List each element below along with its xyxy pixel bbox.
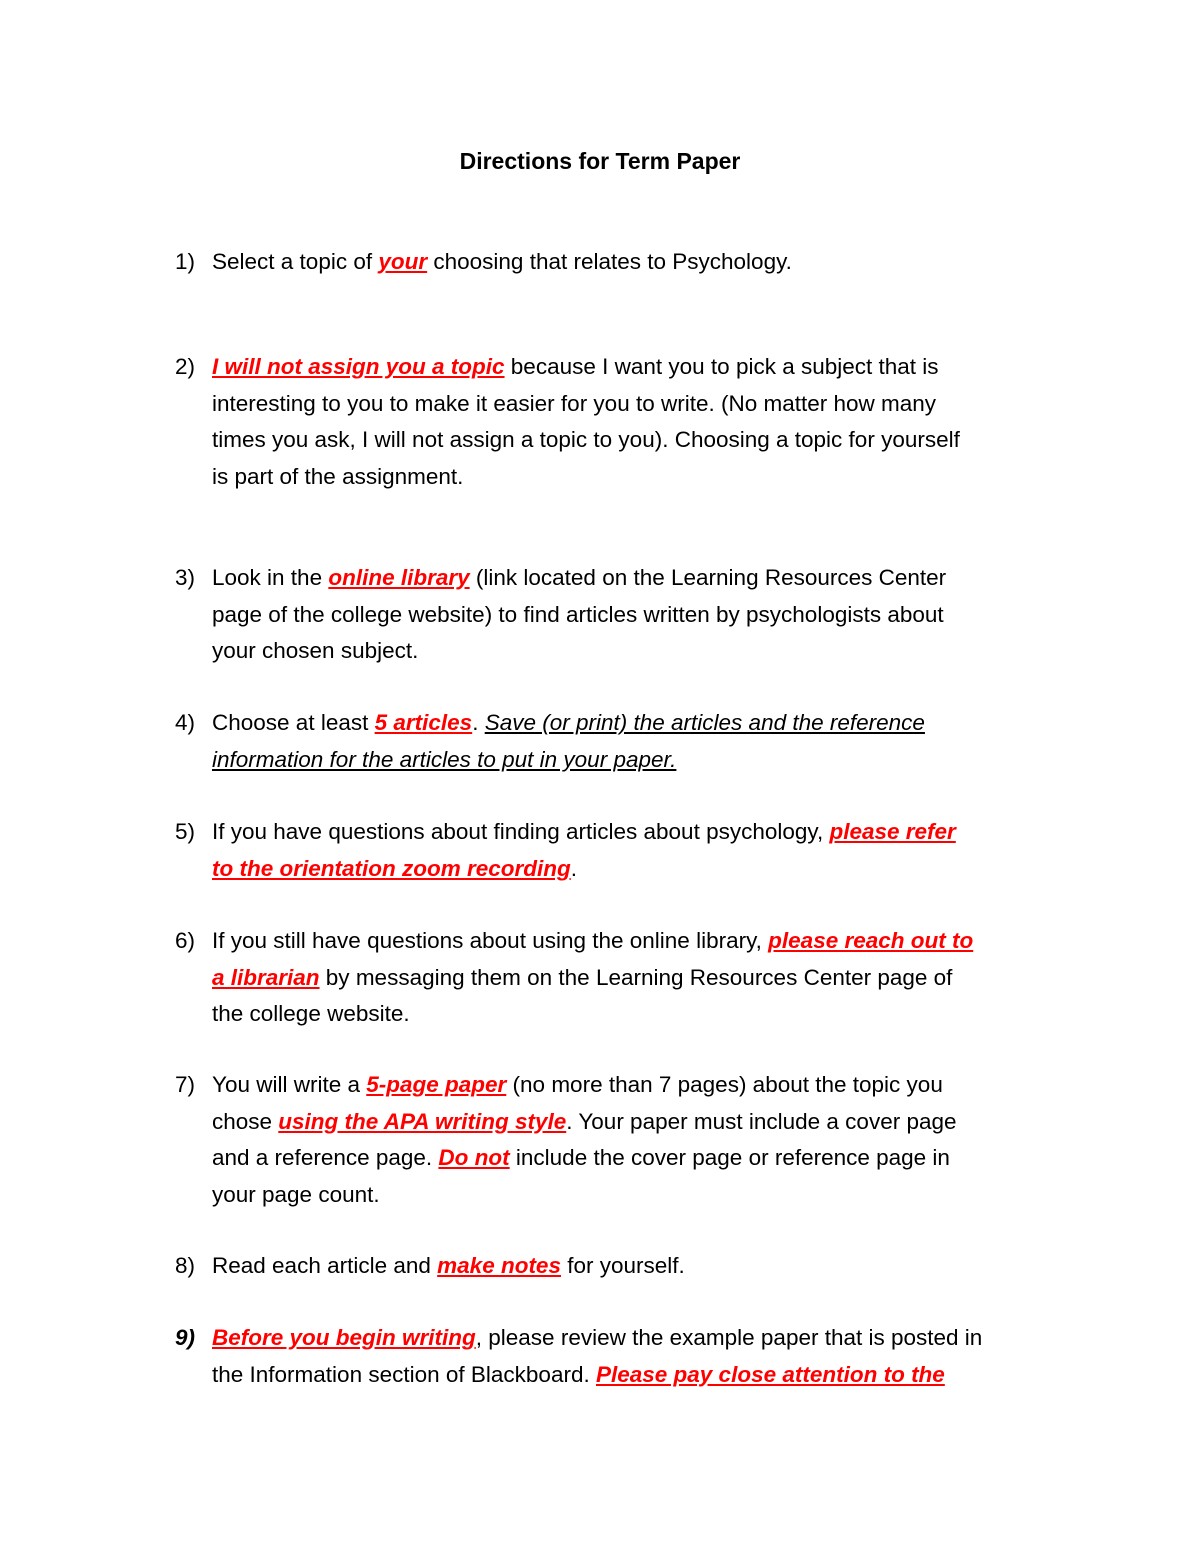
text-line [212,1248,1072,1285]
item-number: 6) [175,928,196,953]
text-line [212,814,1072,851]
emphasis-text: using the APA writing style [278,1108,567,1134]
page-title: Directions for Term Paper [459,148,741,174]
text-segment: your page count. [212,1181,380,1207]
item-text [212,1320,1072,1393]
item-text [212,814,1072,887]
text-segment: the college website. [212,1001,410,1026]
item-number: 2) [175,354,196,379]
underlined-text: Save (or print) the articles and the reference [484,710,925,735]
text-segment: because I want you to pick a subject that is [504,354,939,379]
item-text [212,1248,1072,1285]
text-segment: Choose at least [212,710,375,735]
item-text [212,244,1072,281]
emphasis-text: please refer [829,819,956,844]
emphasis-text: Before you begin writing [212,1325,476,1350]
text-segment: times you ask, I will not assign a topic to you). Choosing a topic for yourself [212,427,960,452]
emphasis-text: your [378,249,428,274]
text-line [212,597,1072,634]
text-segment: chose [212,1108,279,1134]
text-line [212,1320,1072,1357]
item-text [212,1067,1072,1213]
text-line [212,1357,1072,1394]
text-segment: and a reference page. [212,1145,439,1170]
text-line [212,851,1072,888]
text-segment: for yourself. [560,1253,685,1278]
text-line [212,422,1072,459]
text-line [212,1104,1072,1141]
text-segment: is part of the assignment. [212,463,464,489]
text-segment: your chosen subject. [212,638,419,663]
text-line [212,996,1072,1033]
text-segment: . [570,855,578,881]
item-text [212,705,1072,778]
item-text [212,923,1072,1033]
emphasis-text: please reach out to [768,928,974,953]
item-text [212,349,1072,495]
text-line [212,244,1072,281]
text-segment: page of the college website) to find articles written by psychologists about [212,601,944,627]
emphasis-text: 5 articles [374,710,473,735]
emphasis-text: online library [328,565,470,590]
emphasis-text: Do not [438,1145,510,1170]
text-segment: If you still have questions about using the online library, [212,928,769,953]
text-segment: by messaging them on the Learning Resources Center page of [319,964,953,990]
text-line [212,633,1072,670]
item-text [212,560,1072,670]
text-segment: Look in the [212,565,329,590]
text-line [212,349,1072,386]
emphasis-text: 5-page paper [366,1072,507,1097]
text-segment: Select a topic of [212,249,379,274]
text-line [212,705,1072,742]
emphasis-text: Please pay close attention to the [595,1361,945,1387]
emphasis-text: a librarian [212,964,320,990]
item-number: 3) [175,565,196,590]
text-segment: If you have questions about finding articles about psychology, [212,819,830,844]
item-number: 7) [175,1072,196,1097]
text-segment: the Information section of Blackboard. [212,1361,596,1387]
text-segment: Read each article and [212,1253,438,1278]
underlined-text: information for the articles to put in your paper. [212,746,677,772]
emphasis-text: make notes [437,1253,561,1278]
text-segment: include the cover page or reference page in [509,1145,950,1170]
item-number: 1) [175,249,196,274]
item-number: 4) [175,710,196,735]
text-segment: , please review the example paper that is posted in [475,1325,983,1350]
text-segment: (link located on the Learning Resources Center [469,565,947,590]
text-segment: . [472,710,485,735]
text-line [212,960,1072,997]
text-line [212,1140,1072,1177]
emphasis-text: I will not assign you a topic [212,354,505,379]
text-line [212,560,1072,597]
text-segment: choosing that relates to Psychology. [427,249,792,274]
text-line [212,386,1072,423]
text-line [212,1177,1072,1214]
text-line [212,1067,1072,1104]
text-segment: (no more than 7 pages) about the topic you [506,1072,943,1097]
item-number: 5) [175,819,196,844]
text-line [212,459,1072,496]
text-segment: You will write a [212,1072,367,1097]
emphasis-text: to the orientation zoom recording [212,855,571,881]
item-number: 8) [175,1253,196,1278]
text-segment: interesting to you to make it easier for you to write. (No matter how many [212,390,937,416]
text-segment: . Your paper must include a cover page [566,1108,957,1134]
text-line [212,742,1072,779]
text-line [212,923,1072,960]
item-number: 9) [175,1325,196,1350]
